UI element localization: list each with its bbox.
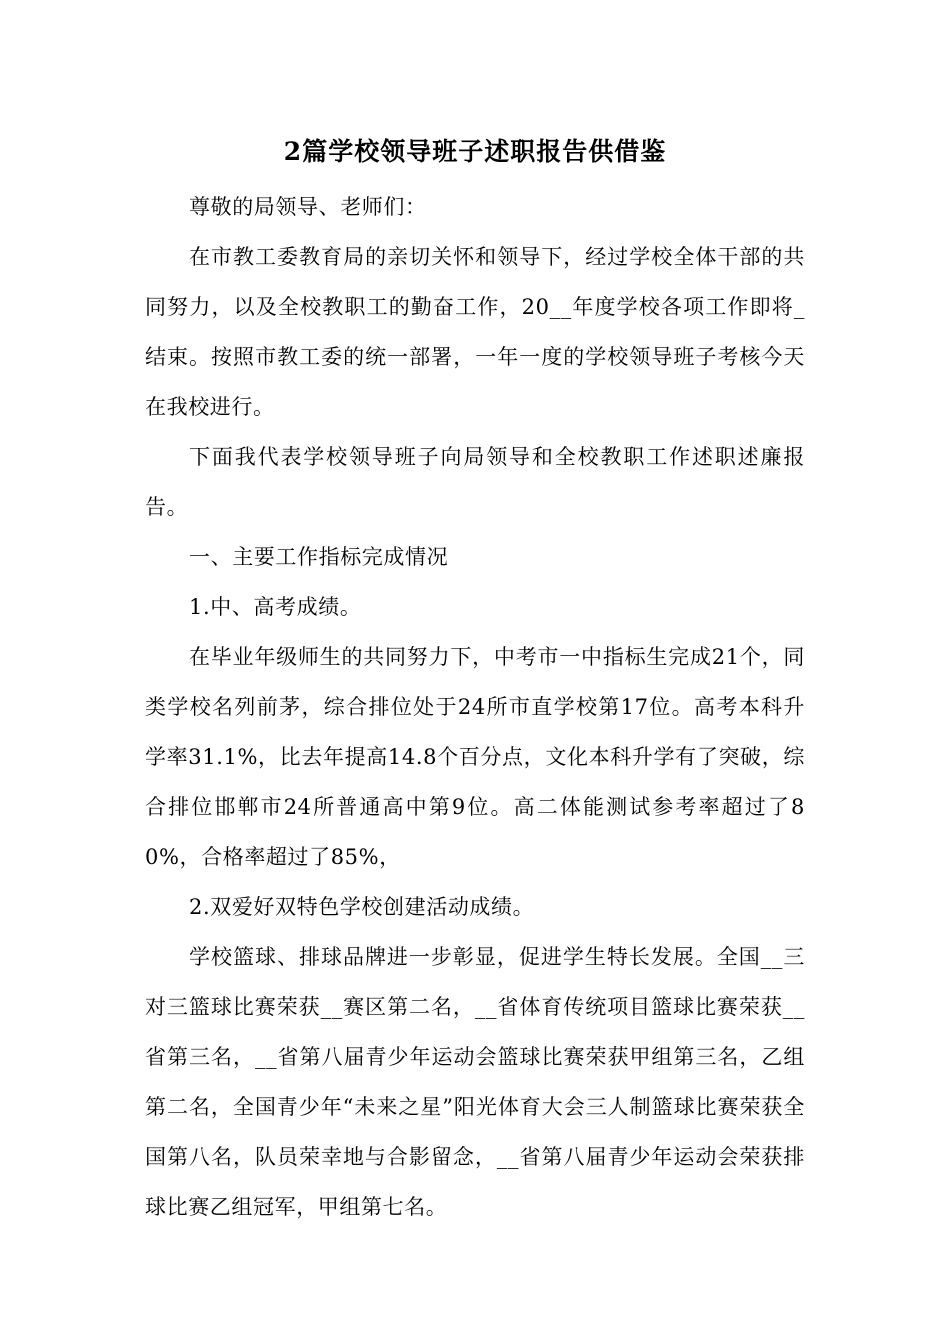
subheading-special-school: 2.双爱好双特色学校创建活动成绩。 (189, 895, 535, 919)
intro-paragraph: 在市教工委教育局的亲切关怀和领导下，经过学校全体干部的共同努力，以及全校教职工的勤奋工作，20__年度学校各项工作即将_结束。按照市教工委的统一部署，一年一度的学校领导班子考核今天在我校进行。 (145, 245, 805, 419)
sports-achievements-paragraph: 学校篮球、排球品牌进一步彰显，促进学生特长发展。全国__三对三篮球比赛荣获__赛区第二名，__省体育传统项目篮球比赛荣获__省第三名，__省第八届青少年运动会篮球比赛荣获甲组第三名，乙组第二名，全国青少年“未来之星”阳光体育大会三人制篮球比赛荣获全国第八名，队员荣幸地与合影留念，__省第八届青少年运动会荣获排球比赛乙组冠军，甲组第七名。 (145, 945, 805, 1219)
report-statement-paragraph: 下面我代表学校领导班子向局领导和全校教职工作述职述廉报告。 (145, 445, 805, 519)
section-heading-1: 一、主要工作指标完成情况 (189, 545, 449, 569)
document-title: 2篇学校领导班子述职报告供借鉴 (283, 137, 667, 166)
document-body (145, 182, 805, 1232)
exam-results-paragraph: 在毕业年级师生的共同努力下，中考市一中指标生完成21个，同类学校名列前茅，综合排位处于24所市直学校第17位。高考本科升学率31.1%，比去年提高14.8个百分点，文化本科升学有了突破，综合排位邯郸市24所普通高中第9位。高二体能测试参考率超过了80%，合格率超过了85%， (145, 645, 805, 869)
subheading-exam-results: 1.中、高考成绩。 (189, 595, 362, 619)
salutation-paragraph: 尊敬的局领导、老师们： (189, 195, 427, 219)
